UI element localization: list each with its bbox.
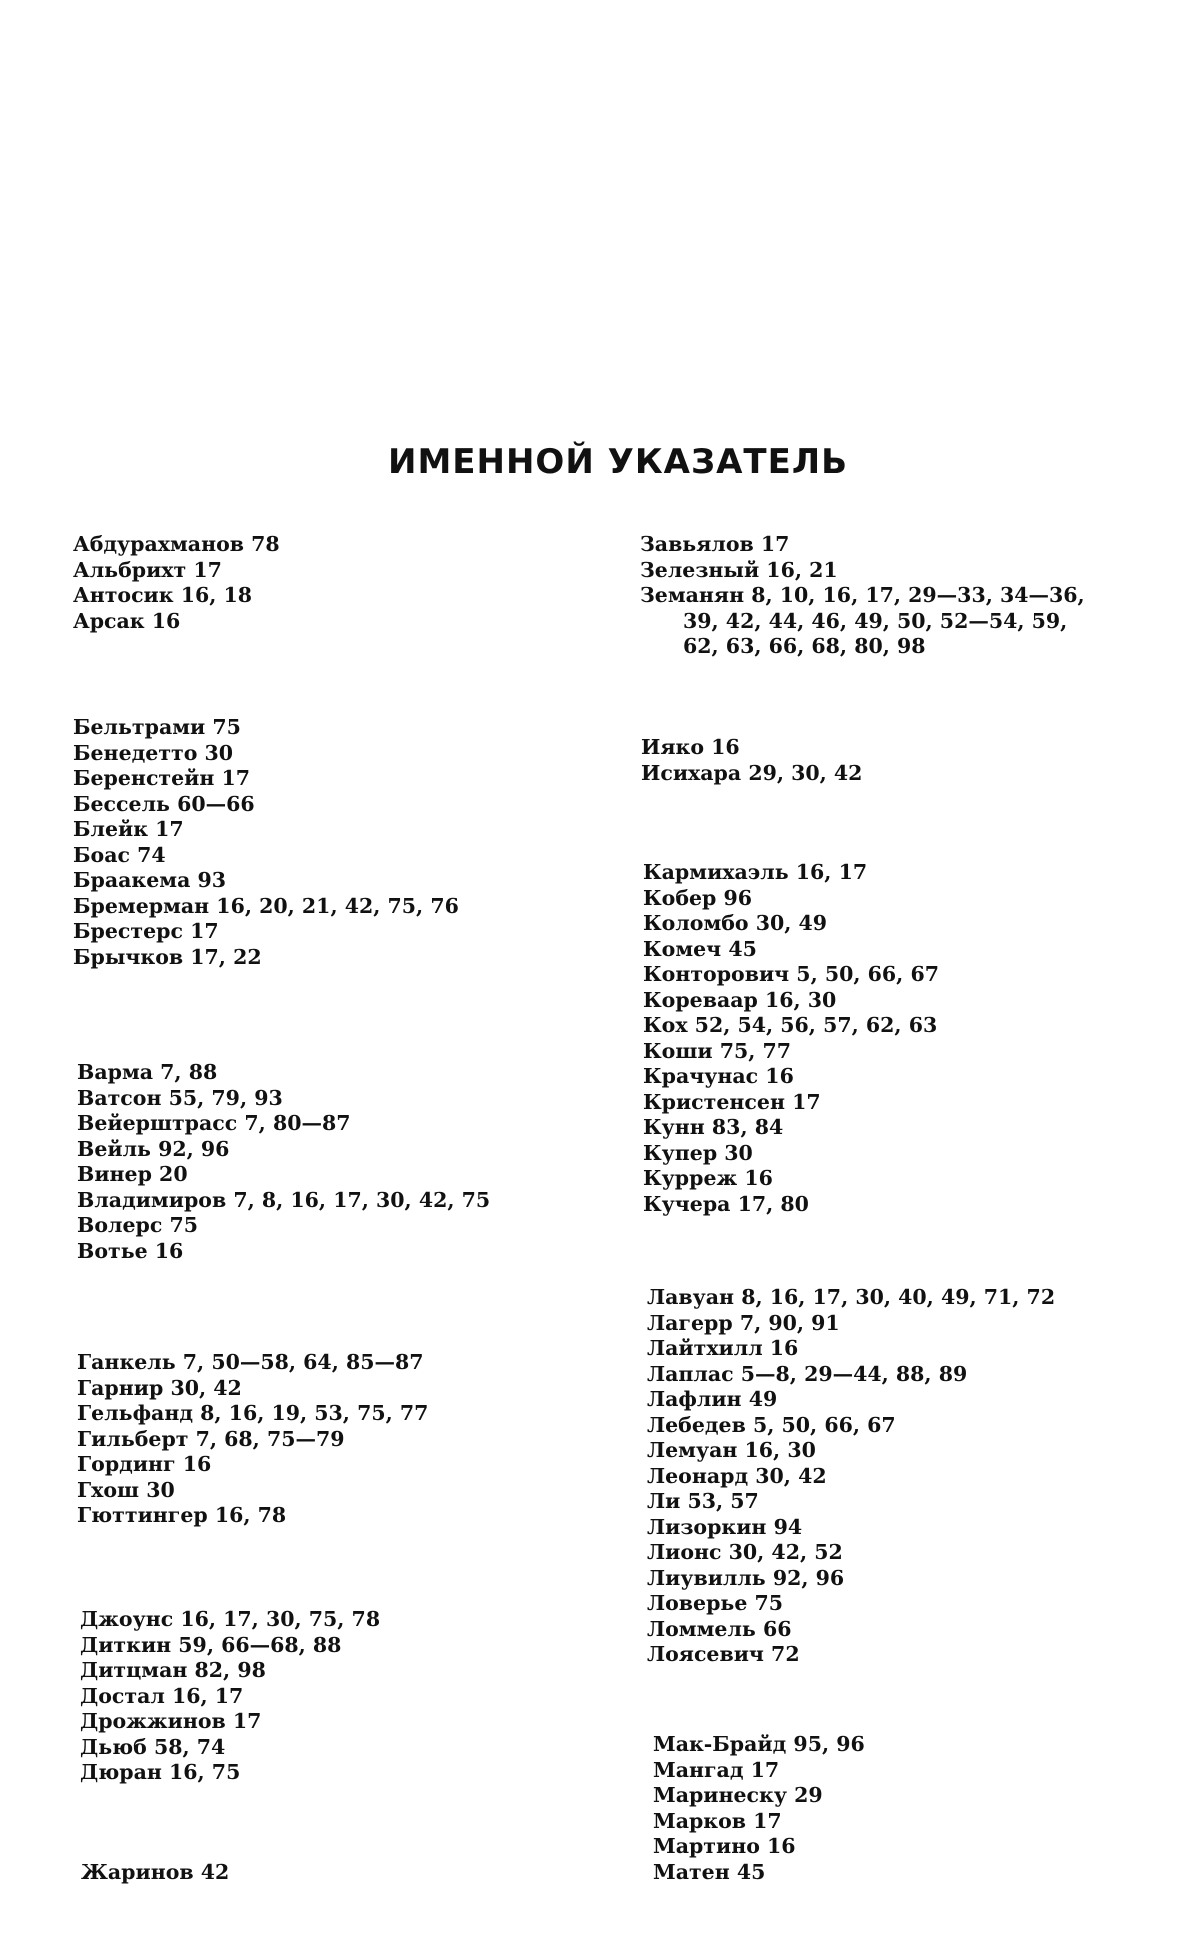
index-entry: Исихара 29, 30, 42 bbox=[641, 760, 863, 785]
index-entry: Бремерман 16, 20, 21, 42, 75, 76 bbox=[73, 893, 459, 918]
index-entry: Абдурахманов 78 bbox=[73, 532, 280, 556]
index-entry: Кореваар 16, 30 bbox=[643, 987, 837, 1012]
index-group-i bbox=[641, 735, 862, 786]
index-entry: Гарнир 30, 42 bbox=[77, 1375, 242, 1400]
index-entry: Комеч 45 bbox=[643, 936, 757, 961]
index-entry: Дьюб 58, 74 bbox=[80, 1734, 226, 1759]
index-entry: Диткин 59, 66—68, 88 bbox=[80, 1632, 342, 1657]
index-group-v bbox=[77, 1060, 490, 1264]
index-entry: Варма 7, 88 bbox=[77, 1060, 218, 1084]
index-entry: Браакема 93 bbox=[73, 868, 227, 892]
index-entry: Дрожжинов 17 bbox=[80, 1709, 262, 1733]
index-entry: Маринеску 29 bbox=[653, 1783, 823, 1807]
index-entry: Гильберт 7, 68, 75—79 bbox=[77, 1426, 345, 1451]
index-entry: Лоясевич 72 bbox=[647, 1642, 800, 1666]
page-title: ИМЕННОЙ УКАЗАТЕЛЬ bbox=[388, 442, 848, 482]
index-entry: Брестерс 17 bbox=[73, 919, 219, 943]
index-entry: Кунн 83, 84 bbox=[643, 1115, 784, 1139]
index-entry: Бессель 60—66 bbox=[73, 791, 255, 816]
index-entry: Жаринов 42 bbox=[81, 1860, 230, 1884]
index-entry: Гельфанд 8, 16, 19, 53, 75, 77 bbox=[77, 1401, 429, 1425]
index-entry: Владимиров 7, 8, 16, 17, 30, 42, 75 bbox=[77, 1187, 491, 1212]
index-entry: Зелезный 16, 21 bbox=[640, 557, 838, 582]
index-group-k bbox=[643, 860, 939, 1217]
index-entry: Арсак 16 bbox=[73, 608, 181, 633]
index-entry: Гюттингер 16, 78 bbox=[77, 1503, 287, 1527]
index-group-z bbox=[640, 532, 1085, 660]
index-entry: Дитцман 82, 98 bbox=[80, 1658, 266, 1682]
index-entry: Винер 20 bbox=[77, 1162, 188, 1186]
index-entry: Вотье 16 bbox=[77, 1238, 184, 1263]
index-entry: Блейк 17 bbox=[73, 817, 184, 841]
index-entry: Курреж 16 bbox=[643, 1166, 773, 1190]
index-entry: Ияко 16 bbox=[641, 735, 740, 759]
index-entry: Кобер 96 bbox=[643, 885, 753, 910]
index-entry: Крачунас 16 bbox=[643, 1064, 794, 1088]
index-entry: Кучера 17, 80 bbox=[643, 1191, 809, 1216]
index-entry: Брычков 17, 22 bbox=[73, 944, 262, 969]
index-entry: Лавуан 8, 16, 17, 30, 40, 49, 71, 72 bbox=[647, 1285, 1056, 1309]
index-entry: Конторович 5, 50, 66, 67 bbox=[643, 962, 939, 986]
index-group-l bbox=[647, 1285, 1055, 1668]
index-entry: Ганкель 7, 50—58, 64, 85—87 bbox=[77, 1350, 424, 1374]
index-entry: Бельтрами 75 bbox=[73, 715, 241, 739]
index-entry: Боас 74 bbox=[73, 842, 166, 867]
index-entry: Лаплас 5—8, 29—44, 88, 89 bbox=[647, 1361, 968, 1386]
index-entry: Достал 16, 17 bbox=[80, 1683, 244, 1708]
index-entry: Кармихаэль 16, 17 bbox=[643, 860, 868, 884]
index-group-d bbox=[80, 1607, 380, 1786]
index-entry: Лионс 30, 42, 52 bbox=[647, 1540, 843, 1564]
index-entry: Беренстейн 17 bbox=[73, 766, 251, 790]
index-entry: Лайтхилл 16 bbox=[647, 1336, 799, 1360]
index-entry-continuation: 62, 63, 66, 68, 80, 98 bbox=[683, 634, 926, 658]
index-entry: Матен 45 bbox=[653, 1859, 766, 1884]
index-entry: Гординг 16 bbox=[77, 1452, 212, 1476]
index-group-b bbox=[73, 715, 459, 970]
index-entry: Джоунс 16, 17, 30, 75, 78 bbox=[80, 1607, 381, 1631]
index-entry: Ли 53, 57 bbox=[647, 1489, 759, 1513]
index-entry: Антосик 16, 18 bbox=[73, 583, 253, 607]
index-group-a bbox=[73, 532, 280, 634]
index-group-m bbox=[653, 1732, 865, 1885]
index-entry: Лебедев 5, 50, 66, 67 bbox=[647, 1412, 896, 1437]
index-entry: Коши 75, 77 bbox=[643, 1038, 792, 1063]
index-entry: Кристенсен 17 bbox=[643, 1089, 821, 1114]
index-entry: Лизоркин 94 bbox=[647, 1514, 803, 1539]
index-entry: Завьялов 17 bbox=[640, 532, 790, 556]
index-entry-continuation: 39, 42, 44, 46, 49, 50, 52—54, 59, bbox=[683, 608, 1068, 633]
index-entry: Дюран 16, 75 bbox=[80, 1760, 241, 1784]
index-entry: Мангад 17 bbox=[653, 1757, 780, 1782]
index-entry: Кох 52, 54, 56, 57, 62, 63 bbox=[643, 1013, 938, 1037]
index-group-g bbox=[77, 1350, 428, 1529]
index-entry: Земанян 8, 10, 16, 17, 29—33, 34—36, bbox=[640, 583, 1085, 607]
index-entry: Лагерр 7, 90, 91 bbox=[647, 1310, 840, 1335]
index-entry: Коломбо 30, 49 bbox=[643, 911, 828, 935]
index-entry: Бенедетто 30 bbox=[73, 740, 234, 765]
index-entry: Альбрихт 17 bbox=[73, 557, 222, 582]
index-entry: Марков 17 bbox=[653, 1808, 782, 1833]
index-entry: Вейль 92, 96 bbox=[77, 1136, 230, 1161]
index-entry: Ватсон 55, 79, 93 bbox=[77, 1085, 283, 1110]
index-entry: Лемуан 16, 30 bbox=[647, 1438, 816, 1462]
index-entry: Ломмель 66 bbox=[647, 1616, 792, 1641]
index-entry: Купер 30 bbox=[643, 1140, 753, 1165]
index-entry: Волерс 75 bbox=[77, 1213, 198, 1237]
index-entry: Мак-Брайд 95, 96 bbox=[653, 1732, 865, 1756]
index-entry: Мартино 16 bbox=[653, 1834, 796, 1858]
index-entry: Вейерштрасс 7, 80—87 bbox=[77, 1111, 351, 1135]
index-entry: Лиувилль 92, 96 bbox=[647, 1565, 845, 1590]
index-group-zh bbox=[81, 1860, 229, 1886]
index-entry: Лафлин 49 bbox=[647, 1387, 778, 1411]
index-entry: Леонард 30, 42 bbox=[647, 1463, 827, 1488]
index-entry: Гхош 30 bbox=[77, 1477, 175, 1502]
index-entry: Ловерье 75 bbox=[647, 1591, 784, 1615]
